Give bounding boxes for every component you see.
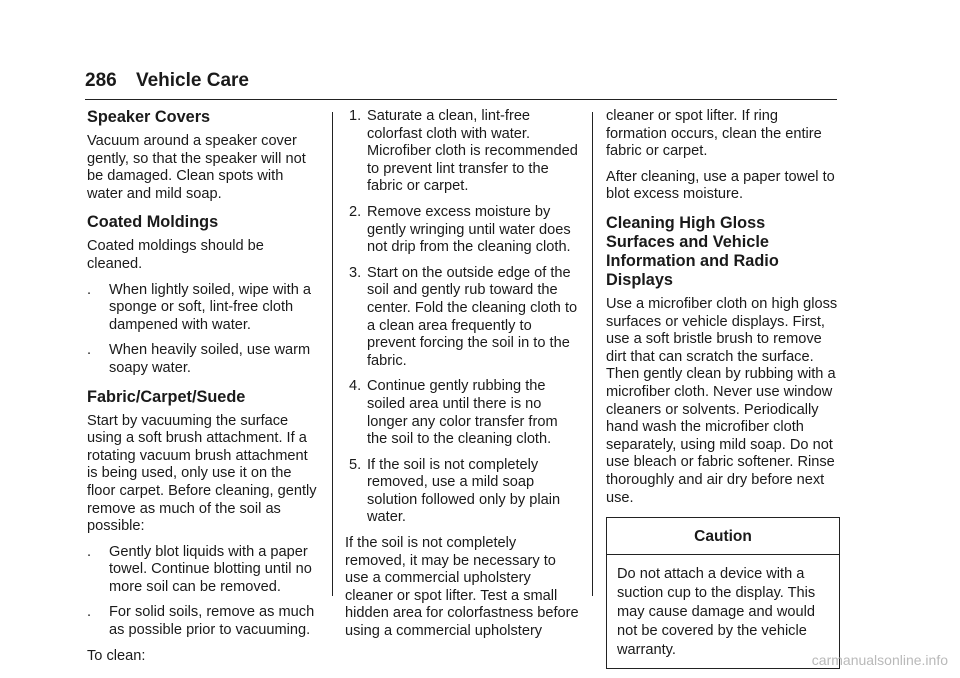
coated-moldings-heading: Coated Moldings [87,213,219,232]
step-number: 5. [349,456,362,473]
list-item [87,342,322,377]
step-text: Continue gently rubbing the soiled area until there is no longer any color transfer from the soil to the cleaning cloth. [367,378,558,448]
caution-box [606,517,840,669]
step-text: Remove excess moisture by gently wringing until water does not drip from the cleaning cloth. [367,203,571,256]
caution-text: Do not attach a device with a suction cup to the display. This may cause damage and would not be covered by the vehicle warranty. [617,565,816,658]
column-2 [345,108,581,649]
section-title: Vehicle Care [135,70,250,91]
bullet-text: For solid soils, remove as much as possible prior to vacuuming. [109,604,315,639]
step-number: 3. [349,264,362,281]
page-number: 286 [85,70,117,91]
to-clean-text: To clean: [87,647,146,664]
high-gloss-text: Use a microfiber cloth on high gloss surfaces or vehicle displays. First, use a soft bristle brush to remove dirt that can scratch the surface. Then gently clean by rubbing with a microfiber cloth. Never use window cleaners or solvents. Periodically hand wash the microfiber cloth separately, using mild soap. Do not use bleach or fabric softener. Rinse thoroughly and air dry before next use. [606,295,838,506]
step-number: 4. [349,378,362,395]
bullet-text: When heavily soiled, use warm soapy water. [109,342,311,376]
list-item [345,457,581,527]
high-gloss-heading: Cleaning High Gloss Surfaces and Vehicle Information and Radio Displays [606,213,779,289]
list-item [87,604,322,639]
after-cleaning-text: After cleaning, use a paper towel to blot excess moisture. [606,168,835,203]
list-item [345,108,581,196]
bullet-icon: . [87,543,92,560]
coated-moldings-text: Coated moldings should be cleaned. [87,238,264,272]
caution-title: Caution [607,518,839,555]
step-text: Saturate a clean, lint-free colorfast cloth with water. Microfiber cloth is recommended to prevent lint transfer to the fabric or carpet. [367,108,578,195]
column-divider-2 [592,112,593,596]
bullet-icon: . [87,604,92,621]
step-number: 2. [349,203,362,220]
bullet-text: Gently blot liquids with a paper towel. Continue blotting until no more soil can be removed. [109,543,312,595]
list-item [345,378,581,448]
list-item [87,544,322,597]
after-steps-text: If the soil is not completely removed, it may be necessary to use a commercial upholstery cleaner or spot lifter. Test a small hidden area for colorfastness before using a commercial upholstery [345,535,579,640]
bullet-icon: . [87,342,92,359]
step-number: 1. [349,108,362,124]
speaker-covers-text: Vacuum around a speaker cover gently, so that the speaker will not be damaged. Clean spots with water and mild soap. [87,133,306,202]
bullet-text: When lightly soiled, wipe with a sponge or soft, lint-free cloth dampened with water. [109,281,311,333]
speaker-covers-heading: Speaker Covers [87,108,211,126]
column-3 [606,108,838,669]
bullet-icon: . [87,281,92,298]
column-1 [87,108,322,673]
step-text: Start on the outside edge of the soil and gently rub toward the center. Fold the cleaning cloth to a clean area frequently to prevent forcing the soil in to the fabric. [367,264,578,369]
page-header [85,70,249,92]
fabric-carpet-suede-heading: Fabric/Carpet/Suede [87,387,246,406]
column-divider-1 [332,112,333,596]
watermark: carmanualsonline.info [811,652,948,668]
fabric-text: Start by vacuuming the surface using a soft brush attachment. If a rotating vacuum brush attachment is being used, only use it on the floor carpet. Before cleaning, gently remove as much of the soil as possible: [87,412,317,535]
step-text: If the soil is not completely removed, use a mild soap solution followed only by plain water. [367,456,561,526]
list-item [345,265,581,371]
continued-text: cleaner or spot lifter. If ring formation occurs, clean the entire fabric or carpet. [606,108,822,160]
header-rule [85,99,837,100]
list-item [345,204,581,257]
list-item [87,282,322,335]
